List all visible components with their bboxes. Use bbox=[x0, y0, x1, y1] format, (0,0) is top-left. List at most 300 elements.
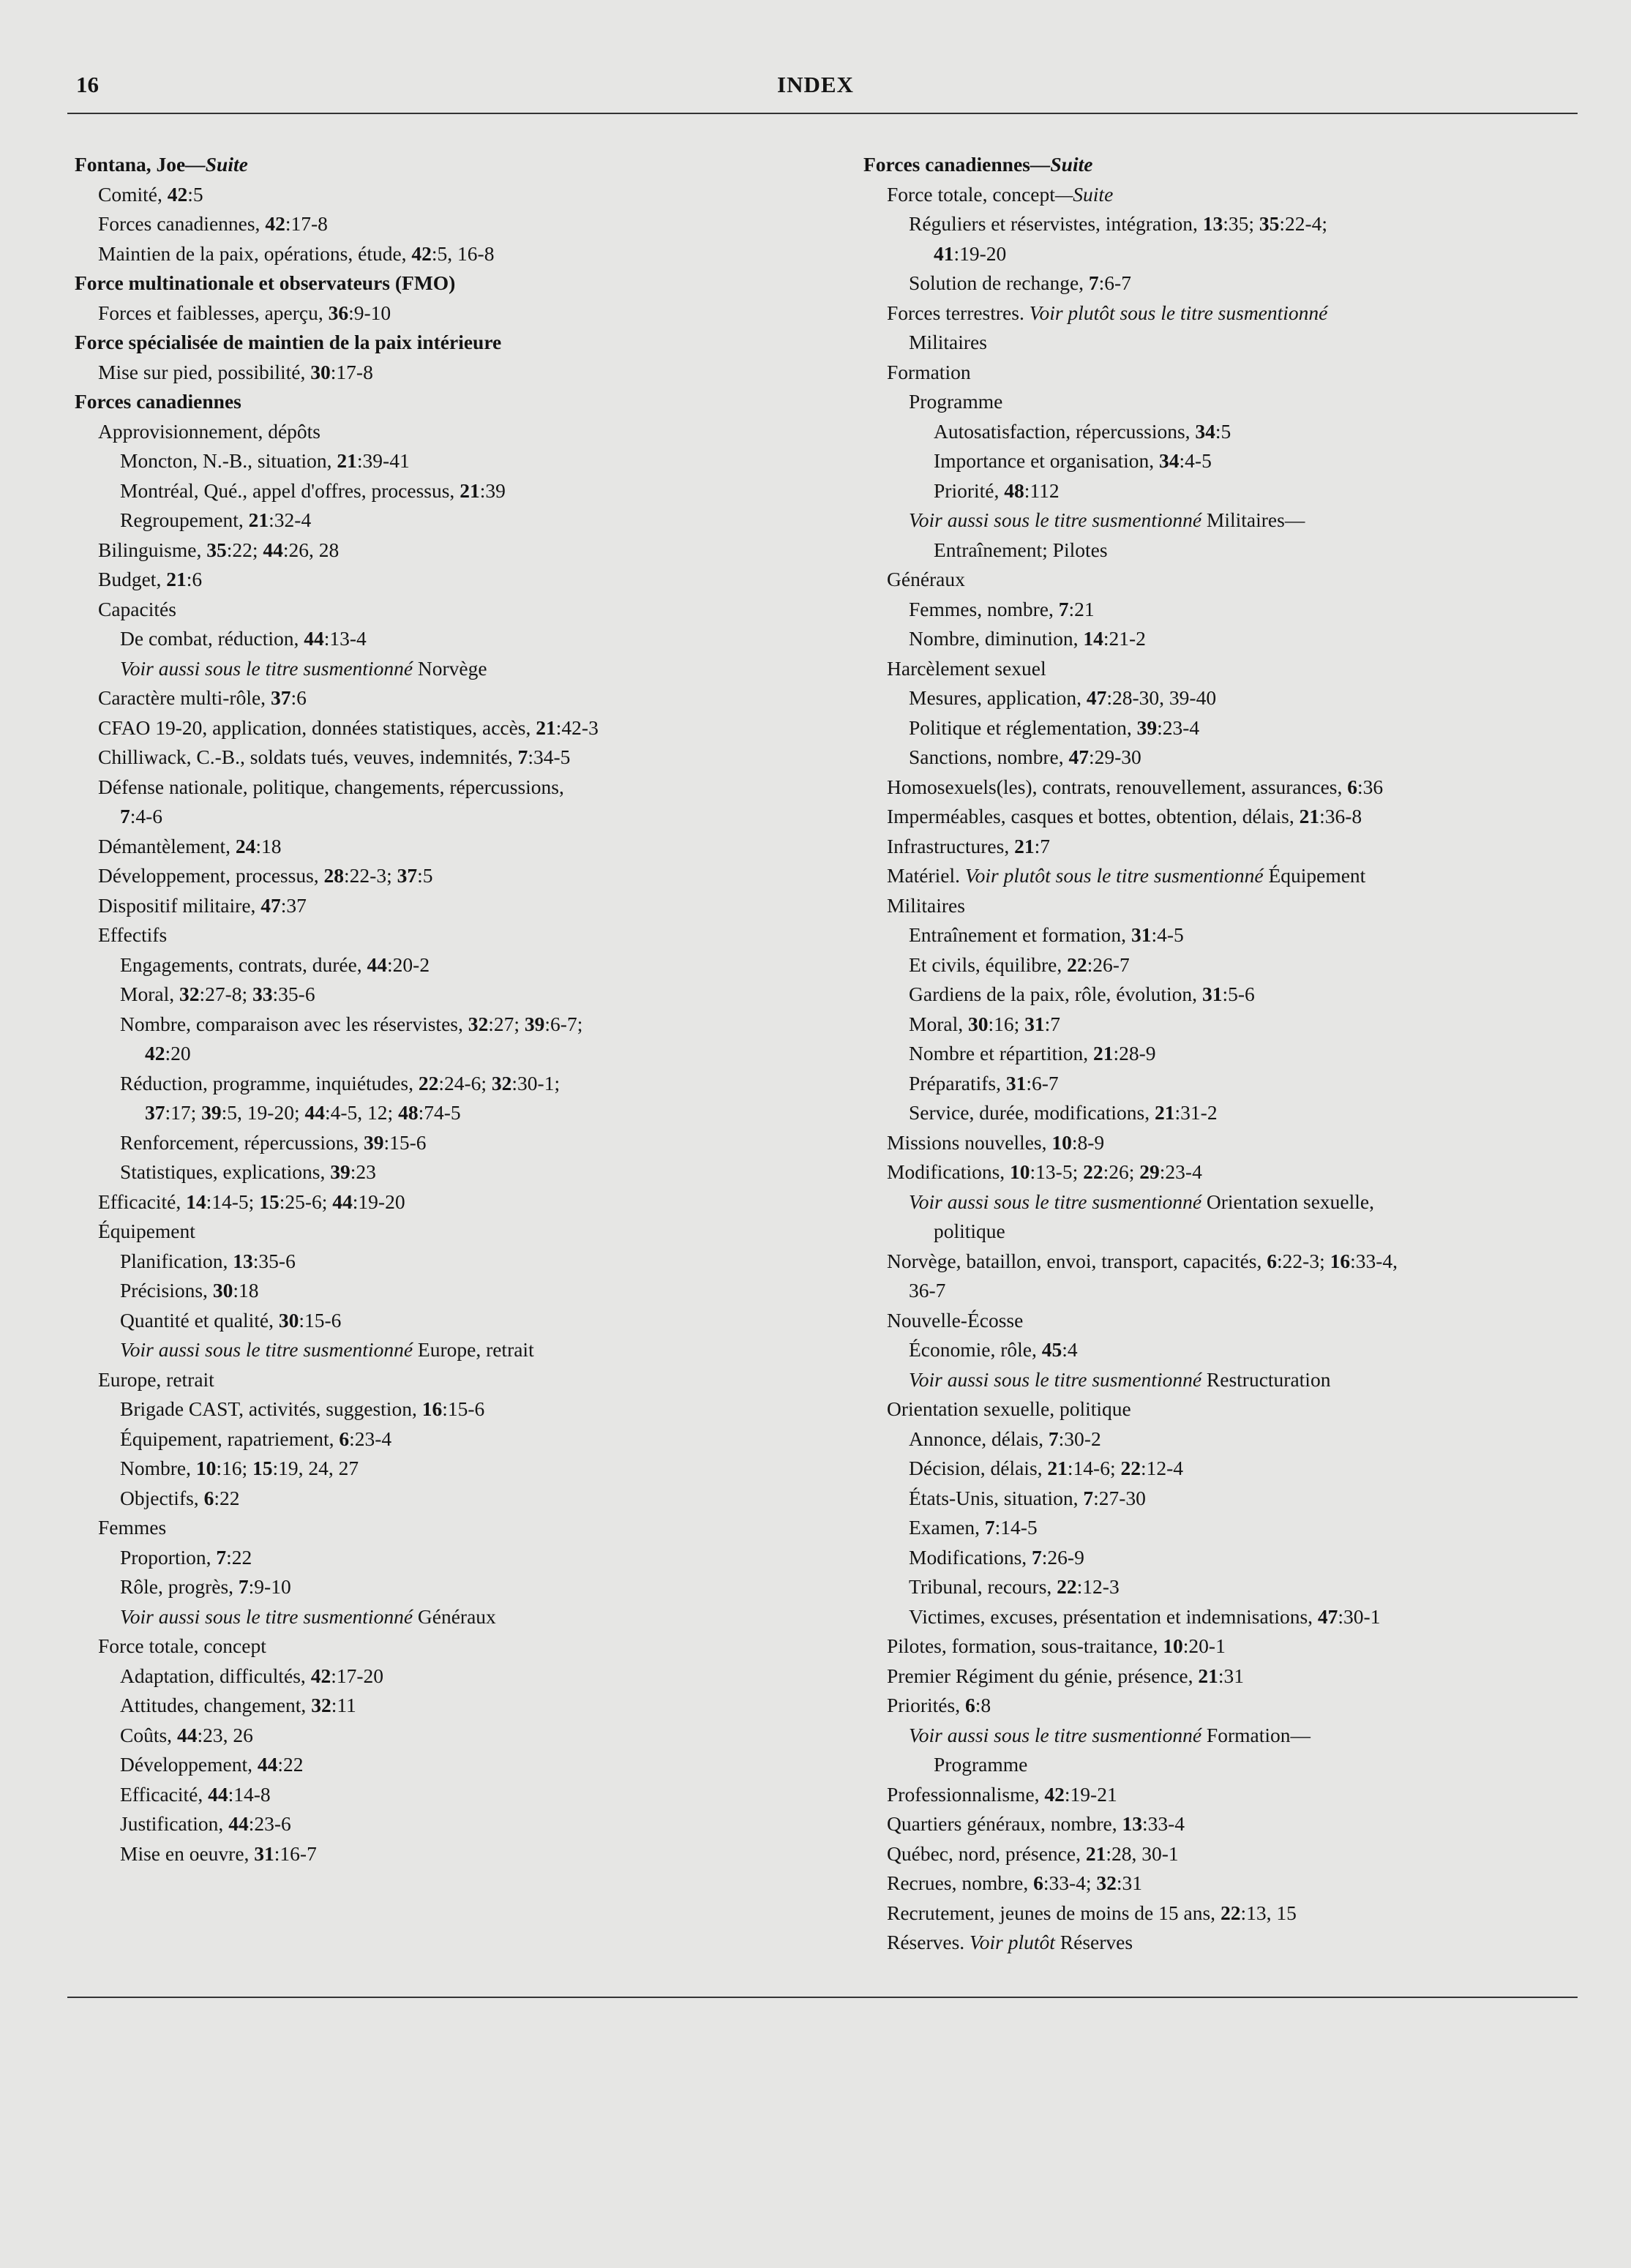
entry-text: :6 bbox=[186, 568, 203, 590]
cross-reference: Voir aussi sous le titre susmentionné bbox=[120, 1604, 413, 1628]
index-subentry bbox=[75, 773, 836, 803]
volume-number: 45 bbox=[1041, 1338, 1062, 1361]
entry-text: Femmes bbox=[98, 1516, 167, 1539]
entry-text: Équipement bbox=[98, 1220, 195, 1242]
index-subentry bbox=[863, 802, 1581, 832]
entry-text: Europe, retrait bbox=[413, 1338, 534, 1361]
volume-number: 6 bbox=[964, 1694, 975, 1716]
index-subentry bbox=[75, 506, 836, 536]
index-subentry bbox=[863, 950, 1581, 980]
entry-text: Objectifs, bbox=[120, 1486, 204, 1509]
index-subentry bbox=[863, 713, 1581, 743]
volume-number: 31 bbox=[1201, 983, 1223, 1005]
index-subentry bbox=[863, 1010, 1581, 1040]
entry-text: Moral, bbox=[120, 983, 179, 1005]
entry-text: :16; bbox=[988, 1012, 1025, 1035]
index-subentry bbox=[863, 1424, 1581, 1454]
entry-text: Équipement bbox=[1263, 864, 1366, 887]
entry-text: Fontana, Joe bbox=[75, 153, 186, 176]
index-subentry bbox=[75, 832, 836, 862]
entry-text: Norvège bbox=[413, 656, 487, 680]
index-subentry bbox=[863, 683, 1581, 713]
index-subentry bbox=[75, 595, 836, 625]
index-subentry bbox=[863, 1869, 1581, 1899]
entry-text: :17-20 bbox=[331, 1664, 383, 1687]
index-subentry bbox=[75, 1513, 836, 1543]
entry-text: Précisions, bbox=[120, 1279, 213, 1302]
entry-text: :16; bbox=[216, 1457, 253, 1479]
index-subentry bbox=[863, 1780, 1581, 1810]
volume-number: 6 bbox=[1033, 1871, 1043, 1894]
entry-text: :31 bbox=[1116, 1871, 1143, 1894]
volume-number: 7 bbox=[216, 1545, 227, 1569]
index-subentry bbox=[75, 1069, 836, 1099]
volume-number: 15 bbox=[259, 1190, 280, 1213]
entry-text: :112 bbox=[1024, 478, 1060, 502]
volume-number: 39 bbox=[330, 1160, 350, 1183]
volume-number: 10 bbox=[1051, 1130, 1072, 1154]
index-subentry bbox=[75, 417, 836, 447]
volume-number: 6 bbox=[203, 1486, 214, 1509]
volume-number: 22 bbox=[1083, 1160, 1103, 1183]
entry-text: Pilotes, formation, sous-traitance, bbox=[887, 1634, 1163, 1657]
entry-text: Réserves. bbox=[887, 1931, 970, 1953]
index-subentry bbox=[75, 209, 836, 239]
entry-text: :42-3 bbox=[555, 716, 599, 739]
index-subentry bbox=[863, 358, 1581, 388]
volume-number: 44 bbox=[228, 1812, 249, 1835]
entry-text: :4-5 bbox=[1151, 923, 1184, 946]
volume-number: 33 bbox=[252, 983, 273, 1005]
index-subentry bbox=[863, 861, 1581, 891]
index-subentry bbox=[863, 1513, 1581, 1543]
entry-text: :28, 30-1 bbox=[1106, 1841, 1179, 1865]
index-subentry bbox=[863, 417, 1581, 447]
volume-number: 44 bbox=[304, 627, 324, 650]
entry-text: Politique et réglementation, bbox=[909, 716, 1137, 739]
entry-text: :12-4 bbox=[1140, 1457, 1184, 1479]
entry-text: :22; bbox=[226, 538, 263, 561]
index-subentry bbox=[75, 1543, 836, 1573]
volume-number: 30 bbox=[278, 1308, 299, 1332]
entry-text: :9-10 bbox=[248, 1575, 291, 1598]
entry-text: Forces canadiennes bbox=[75, 390, 241, 413]
index-subentry bbox=[863, 1128, 1581, 1158]
volume-number: 22 bbox=[418, 1071, 439, 1094]
entry-text: :23-4 bbox=[1159, 1160, 1202, 1183]
index-subentry bbox=[863, 773, 1581, 803]
index-subentry bbox=[863, 387, 1581, 417]
volume-number: 47 bbox=[260, 893, 281, 917]
volume-number: 48 bbox=[1004, 478, 1024, 502]
entry-text: :14-5; bbox=[206, 1190, 260, 1213]
entry-text: Autosatisfaction, répercussions, bbox=[934, 419, 1196, 443]
entry-text: :22 bbox=[226, 1545, 252, 1569]
volume-number: 22 bbox=[1120, 1457, 1141, 1479]
entry-text: :74-5 bbox=[418, 1101, 461, 1124]
volume-number: 35 bbox=[1259, 212, 1280, 235]
volume-number: 47 bbox=[1068, 746, 1089, 768]
entry-text: Effectifs bbox=[98, 923, 168, 946]
entry-text: Capacités bbox=[98, 597, 176, 620]
entry-text: :5-6 bbox=[1222, 983, 1255, 1005]
volume-number: 39 bbox=[363, 1130, 384, 1154]
entry-text: :20-2 bbox=[387, 953, 430, 976]
entry-text: :33-4, bbox=[1350, 1249, 1398, 1272]
index-subentry bbox=[75, 743, 836, 773]
entry-text: Militaires bbox=[887, 893, 965, 917]
volume-number: 22 bbox=[1067, 953, 1087, 976]
entry-text: Attitudes, changement, bbox=[120, 1694, 312, 1716]
entry-text: :6-7 bbox=[1026, 1071, 1059, 1094]
volume-number: 32 bbox=[1096, 1871, 1117, 1894]
entry-text: Développement, bbox=[120, 1753, 258, 1776]
entry-text: Importance et organisation, bbox=[934, 449, 1160, 472]
entry-text: :7 bbox=[1034, 834, 1050, 857]
entry-text: Harcèlement sexuel bbox=[887, 656, 1046, 680]
entry-text: :22 bbox=[277, 1753, 304, 1776]
volume-number: 37 bbox=[145, 1101, 165, 1124]
entry-text: :23-6 bbox=[248, 1812, 291, 1835]
entry-text: :22-3; bbox=[1277, 1249, 1330, 1272]
entry-text: Réserves bbox=[1054, 1931, 1133, 1953]
entry-text: Femmes, nombre, bbox=[909, 597, 1059, 620]
volume-number: 13 bbox=[1122, 1812, 1142, 1835]
cross-reference: Voir aussi sous le titre susmentionné bbox=[909, 1723, 1202, 1746]
index-subentry bbox=[863, 536, 1581, 566]
entry-text: Europe, retrait bbox=[98, 1367, 214, 1391]
entry-text: Efficacité, bbox=[120, 1782, 209, 1806]
entry-text: politique bbox=[934, 1220, 1005, 1242]
index-subentry bbox=[863, 743, 1581, 773]
entry-text: Caractère multi-rôle, bbox=[98, 686, 271, 709]
index-subentry bbox=[863, 1365, 1581, 1395]
index-subentry bbox=[75, 1691, 836, 1721]
entry-text: :14-8 bbox=[228, 1782, 271, 1806]
entry-text: :23-4 bbox=[1157, 716, 1200, 739]
volume-number: 29 bbox=[1139, 1160, 1160, 1183]
volume-number: 42 bbox=[1044, 1782, 1065, 1806]
volume-number: 16 bbox=[421, 1397, 443, 1420]
entry-text: Militaires bbox=[909, 331, 987, 353]
index-subentry bbox=[863, 1187, 1581, 1217]
volume-number: 16 bbox=[1330, 1249, 1351, 1272]
volume-number: 21 bbox=[248, 508, 269, 531]
volume-number: 42 bbox=[411, 241, 432, 265]
volume-number: 36 bbox=[328, 301, 349, 324]
volume-number: 47 bbox=[1086, 686, 1107, 709]
entry-text: Recrues, nombre, bbox=[887, 1871, 1034, 1894]
entry-text: :13-4 bbox=[323, 627, 367, 650]
volume-number: 21 bbox=[1014, 834, 1035, 857]
index-subentry bbox=[75, 1454, 836, 1484]
volume-number: 31 bbox=[1024, 1012, 1045, 1035]
volume-number: 21 bbox=[1299, 805, 1320, 827]
volume-number: 44 bbox=[332, 1190, 353, 1213]
entry-text: CFAO 19-20, application, données statistiques, accès, bbox=[98, 716, 536, 739]
index-subentry bbox=[863, 1484, 1581, 1514]
entry-text: :27-8; bbox=[199, 983, 253, 1005]
volume-number: 22 bbox=[1220, 1901, 1241, 1924]
index-subentry bbox=[863, 476, 1581, 506]
index-subentry bbox=[863, 1750, 1581, 1780]
volume-number: 15 bbox=[252, 1457, 273, 1479]
entry-text: Force spécialisée de maintien de la paix intérieure bbox=[75, 331, 502, 353]
index-subentry bbox=[75, 1306, 836, 1336]
volume-number: 24 bbox=[235, 834, 256, 857]
index-subentry bbox=[75, 239, 836, 269]
entry-text: Moral, bbox=[909, 1012, 968, 1035]
index-subentry bbox=[863, 298, 1581, 328]
cross-reference: Voir aussi sous le titre susmentionné bbox=[909, 1367, 1202, 1391]
index-subentry bbox=[75, 1721, 836, 1751]
index-subentry bbox=[863, 565, 1581, 595]
index-subentry bbox=[863, 1809, 1581, 1839]
volume-number: 44 bbox=[208, 1782, 228, 1806]
entry-text: :23 bbox=[350, 1160, 376, 1183]
entry-text: Comité, bbox=[98, 182, 168, 206]
entry-text: Regroupement, bbox=[120, 508, 249, 531]
index-subentry bbox=[75, 1424, 836, 1454]
entry-text: Solution de rechange, bbox=[909, 271, 1089, 294]
entry-text: Et civils, équilibre, bbox=[909, 953, 1068, 976]
index-subentry bbox=[75, 1128, 836, 1158]
entry-text: Missions nouvelles, bbox=[887, 1130, 1052, 1154]
index-subentry bbox=[863, 1069, 1581, 1099]
volume-number: 7 bbox=[984, 1516, 995, 1539]
entry-text: :32-4 bbox=[269, 508, 312, 531]
volume-number: 34 bbox=[1195, 419, 1215, 443]
volume-number: 37 bbox=[397, 864, 418, 887]
volume-number: 48 bbox=[398, 1101, 419, 1124]
index-subentry bbox=[863, 269, 1581, 298]
index-subentry bbox=[75, 920, 836, 950]
entry-text: :27-30 bbox=[1093, 1486, 1146, 1509]
cross-reference: Voir plutôt sous le titre susmentionné bbox=[964, 864, 1264, 887]
volume-number: 32 bbox=[179, 983, 200, 1005]
entry-text: Brigade CAST, activités, suggestion, bbox=[120, 1397, 422, 1420]
index-subentry bbox=[75, 1661, 836, 1691]
index-subentry bbox=[75, 1839, 836, 1869]
entry-text: Préparatifs, bbox=[909, 1071, 1006, 1094]
volume-number: 32 bbox=[311, 1694, 331, 1716]
index-subentry bbox=[75, 446, 836, 476]
entry-text: Approvisionnement, dépôts bbox=[98, 419, 320, 443]
index-subentry bbox=[863, 1247, 1581, 1277]
entry-text: Décision, délais, bbox=[909, 1457, 1048, 1479]
volume-number: 21 bbox=[1155, 1101, 1175, 1124]
volume-number: 30 bbox=[967, 1012, 989, 1035]
index-column-right bbox=[863, 150, 1581, 1958]
index-subentry bbox=[863, 920, 1581, 950]
index-subentry bbox=[75, 802, 836, 832]
entry-text: :12-3 bbox=[1076, 1575, 1120, 1598]
header-rule bbox=[67, 113, 1578, 114]
index-subentry bbox=[75, 565, 836, 595]
entry-text: :36 bbox=[1357, 775, 1384, 798]
entry-text: Rôle, progrès, bbox=[120, 1575, 239, 1598]
entry-text: :21-2 bbox=[1103, 627, 1146, 650]
cross-reference: —Suite bbox=[1054, 182, 1114, 206]
volume-number: 7 bbox=[1058, 597, 1069, 620]
entry-text: :24-6; bbox=[438, 1071, 492, 1094]
entry-text: :9-10 bbox=[348, 301, 391, 324]
volume-number: 42 bbox=[167, 182, 188, 206]
entry-text: Coûts, bbox=[120, 1723, 177, 1746]
entry-text: Démantèlement, bbox=[98, 834, 236, 857]
entry-text: :30-2 bbox=[1058, 1427, 1101, 1450]
volume-number: 30 bbox=[212, 1279, 233, 1302]
entry-text: :37 bbox=[280, 893, 307, 917]
entry-text: Nombre, bbox=[120, 1457, 196, 1479]
index-subentry bbox=[75, 1039, 836, 1069]
index-heading bbox=[75, 269, 836, 298]
page-number: 16 bbox=[76, 72, 99, 97]
entry-text: :19-20 bbox=[953, 241, 1007, 265]
entry-text: Sanctions, nombre, bbox=[909, 746, 1069, 768]
volume-number: 44 bbox=[304, 1101, 325, 1124]
entry-text: :4 bbox=[1062, 1338, 1078, 1361]
entry-text: :33-4; bbox=[1043, 1871, 1097, 1894]
index-subentry bbox=[863, 1631, 1581, 1661]
index-subentry bbox=[75, 1750, 836, 1780]
entry-text: Engagements, contrats, durée, bbox=[120, 953, 367, 976]
entry-text: Montréal, Qué., appel d'offres, processus, bbox=[120, 478, 460, 502]
entry-text: Norvège, bataillon, envoi, transport, capacités, bbox=[887, 1249, 1267, 1272]
entry-text: :17; bbox=[165, 1101, 202, 1124]
entry-text: Restructuration bbox=[1201, 1367, 1331, 1391]
entry-text: Nombre et répartition, bbox=[909, 1042, 1093, 1064]
entry-text: :4-5, 12; bbox=[324, 1101, 399, 1124]
index-column-left bbox=[75, 150, 836, 1869]
index-subentry bbox=[75, 1484, 836, 1514]
entry-text: Annonce, délais, bbox=[909, 1427, 1049, 1450]
entry-text: Formation— bbox=[1201, 1723, 1311, 1746]
index-subentry bbox=[75, 1010, 836, 1040]
entry-text: :11 bbox=[331, 1694, 356, 1716]
entry-text: :30-1 bbox=[1338, 1604, 1381, 1628]
volume-number: 42 bbox=[145, 1042, 165, 1064]
volume-number: 21 bbox=[337, 449, 357, 472]
index-subentry bbox=[863, 1039, 1581, 1069]
entry-text: :4-6 bbox=[130, 805, 163, 827]
cross-reference: Voir aussi sous le titre susmentionné bbox=[120, 1338, 413, 1361]
entry-text: :6-7 bbox=[1098, 271, 1131, 294]
index-heading bbox=[863, 150, 1581, 180]
entry-text: :26-9 bbox=[1041, 1545, 1084, 1569]
index-subentry bbox=[75, 1157, 836, 1187]
entry-text: :19-20 bbox=[352, 1190, 405, 1213]
entry-text: Militaires— bbox=[1201, 508, 1305, 531]
entry-text: :5 bbox=[1215, 419, 1231, 443]
volume-number: 7 bbox=[517, 746, 528, 768]
entry-text: Programme bbox=[909, 390, 1003, 413]
index-subentry bbox=[863, 1454, 1581, 1484]
entry-text: Justification, bbox=[120, 1812, 229, 1835]
volume-number: 30 bbox=[310, 360, 331, 383]
index-subentry bbox=[863, 980, 1581, 1010]
index-subentry bbox=[75, 950, 836, 980]
entry-text: Formation bbox=[887, 360, 971, 383]
volume-number: 44 bbox=[263, 538, 283, 561]
volume-number: 10 bbox=[1010, 1160, 1030, 1183]
entry-text: Entraînement; Pilotes bbox=[934, 538, 1108, 561]
entry-text: :20 bbox=[165, 1042, 191, 1064]
index-subentry bbox=[863, 1543, 1581, 1573]
volume-number: 34 bbox=[1159, 449, 1180, 472]
index-subentry bbox=[863, 209, 1581, 239]
index-subentry bbox=[863, 1691, 1581, 1721]
entry-text: :8 bbox=[975, 1694, 991, 1716]
entry-text: :25-6; bbox=[279, 1190, 333, 1213]
entry-text: Service, durée, modifications, bbox=[909, 1101, 1155, 1124]
entry-text: :28-30, 39-40 bbox=[1106, 686, 1217, 709]
entry-text: Généraux bbox=[413, 1604, 496, 1628]
index-subentry bbox=[75, 1394, 836, 1424]
entry-text: Priorités, bbox=[887, 1694, 965, 1716]
volume-number: 7 bbox=[1032, 1545, 1042, 1569]
entry-text: :28-9 bbox=[1113, 1042, 1156, 1064]
index-subentry bbox=[863, 1217, 1581, 1247]
entry-text: Développement, processus, bbox=[98, 864, 324, 887]
entry-text: :33-4 bbox=[1141, 1812, 1185, 1835]
entry-text: :22-3; bbox=[344, 864, 397, 887]
index-subentry bbox=[863, 654, 1581, 684]
entry-text: :15-6 bbox=[383, 1130, 427, 1154]
volume-number: 42 bbox=[310, 1664, 331, 1687]
entry-text: Réduction, programme, inquiétudes, bbox=[120, 1071, 419, 1094]
entry-text: Tribunal, recours, bbox=[909, 1575, 1057, 1598]
entry-text: :30-1; bbox=[511, 1071, 560, 1094]
entry-text: :17-8 bbox=[285, 212, 328, 235]
cross-reference: Voir plutôt sous le titre susmentionné bbox=[1029, 301, 1328, 324]
entry-text: :6 bbox=[290, 686, 307, 709]
entry-text: :18 bbox=[233, 1279, 259, 1302]
entry-text: De combat, réduction, bbox=[120, 627, 304, 650]
entry-text: Forces et faiblesses, aperçu, bbox=[98, 301, 329, 324]
entry-text: Gardiens de la paix, rôle, évolution, bbox=[909, 983, 1202, 1005]
volume-number: 32 bbox=[468, 1012, 489, 1035]
volume-number: 44 bbox=[367, 953, 388, 976]
volume-number: 28 bbox=[323, 864, 345, 887]
entry-text: :15-6 bbox=[442, 1397, 485, 1420]
index-subentry bbox=[75, 476, 836, 506]
entry-text: :5, 16-8 bbox=[431, 241, 495, 265]
entry-text: :27; bbox=[488, 1012, 525, 1035]
volume-number: 14 bbox=[186, 1190, 206, 1213]
index-subentry bbox=[75, 624, 836, 654]
volume-number: 42 bbox=[265, 212, 285, 235]
index-subentry bbox=[863, 506, 1581, 536]
volume-number: 10 bbox=[195, 1457, 217, 1479]
volume-number: 7 bbox=[1088, 271, 1099, 294]
index-subentry bbox=[75, 1335, 836, 1365]
entry-text: Nombre, comparaison avec les réservistes, bbox=[120, 1012, 468, 1035]
index-subentry bbox=[863, 1157, 1581, 1187]
entry-text: Bilinguisme, bbox=[98, 538, 207, 561]
index-subentry bbox=[75, 1276, 836, 1306]
entry-text: :31-2 bbox=[1174, 1101, 1218, 1124]
volume-number: 13 bbox=[233, 1249, 253, 1272]
volume-number: 35 bbox=[206, 538, 227, 561]
volume-number: 6 bbox=[1347, 775, 1358, 798]
entry-text: :19, 24, 27 bbox=[272, 1457, 359, 1479]
index-heading bbox=[75, 387, 836, 417]
entry-text: Proportion, bbox=[120, 1545, 217, 1569]
volume-number: 32 bbox=[491, 1071, 512, 1094]
index-subentry bbox=[75, 654, 836, 684]
entry-text: :36-8 bbox=[1319, 805, 1362, 827]
